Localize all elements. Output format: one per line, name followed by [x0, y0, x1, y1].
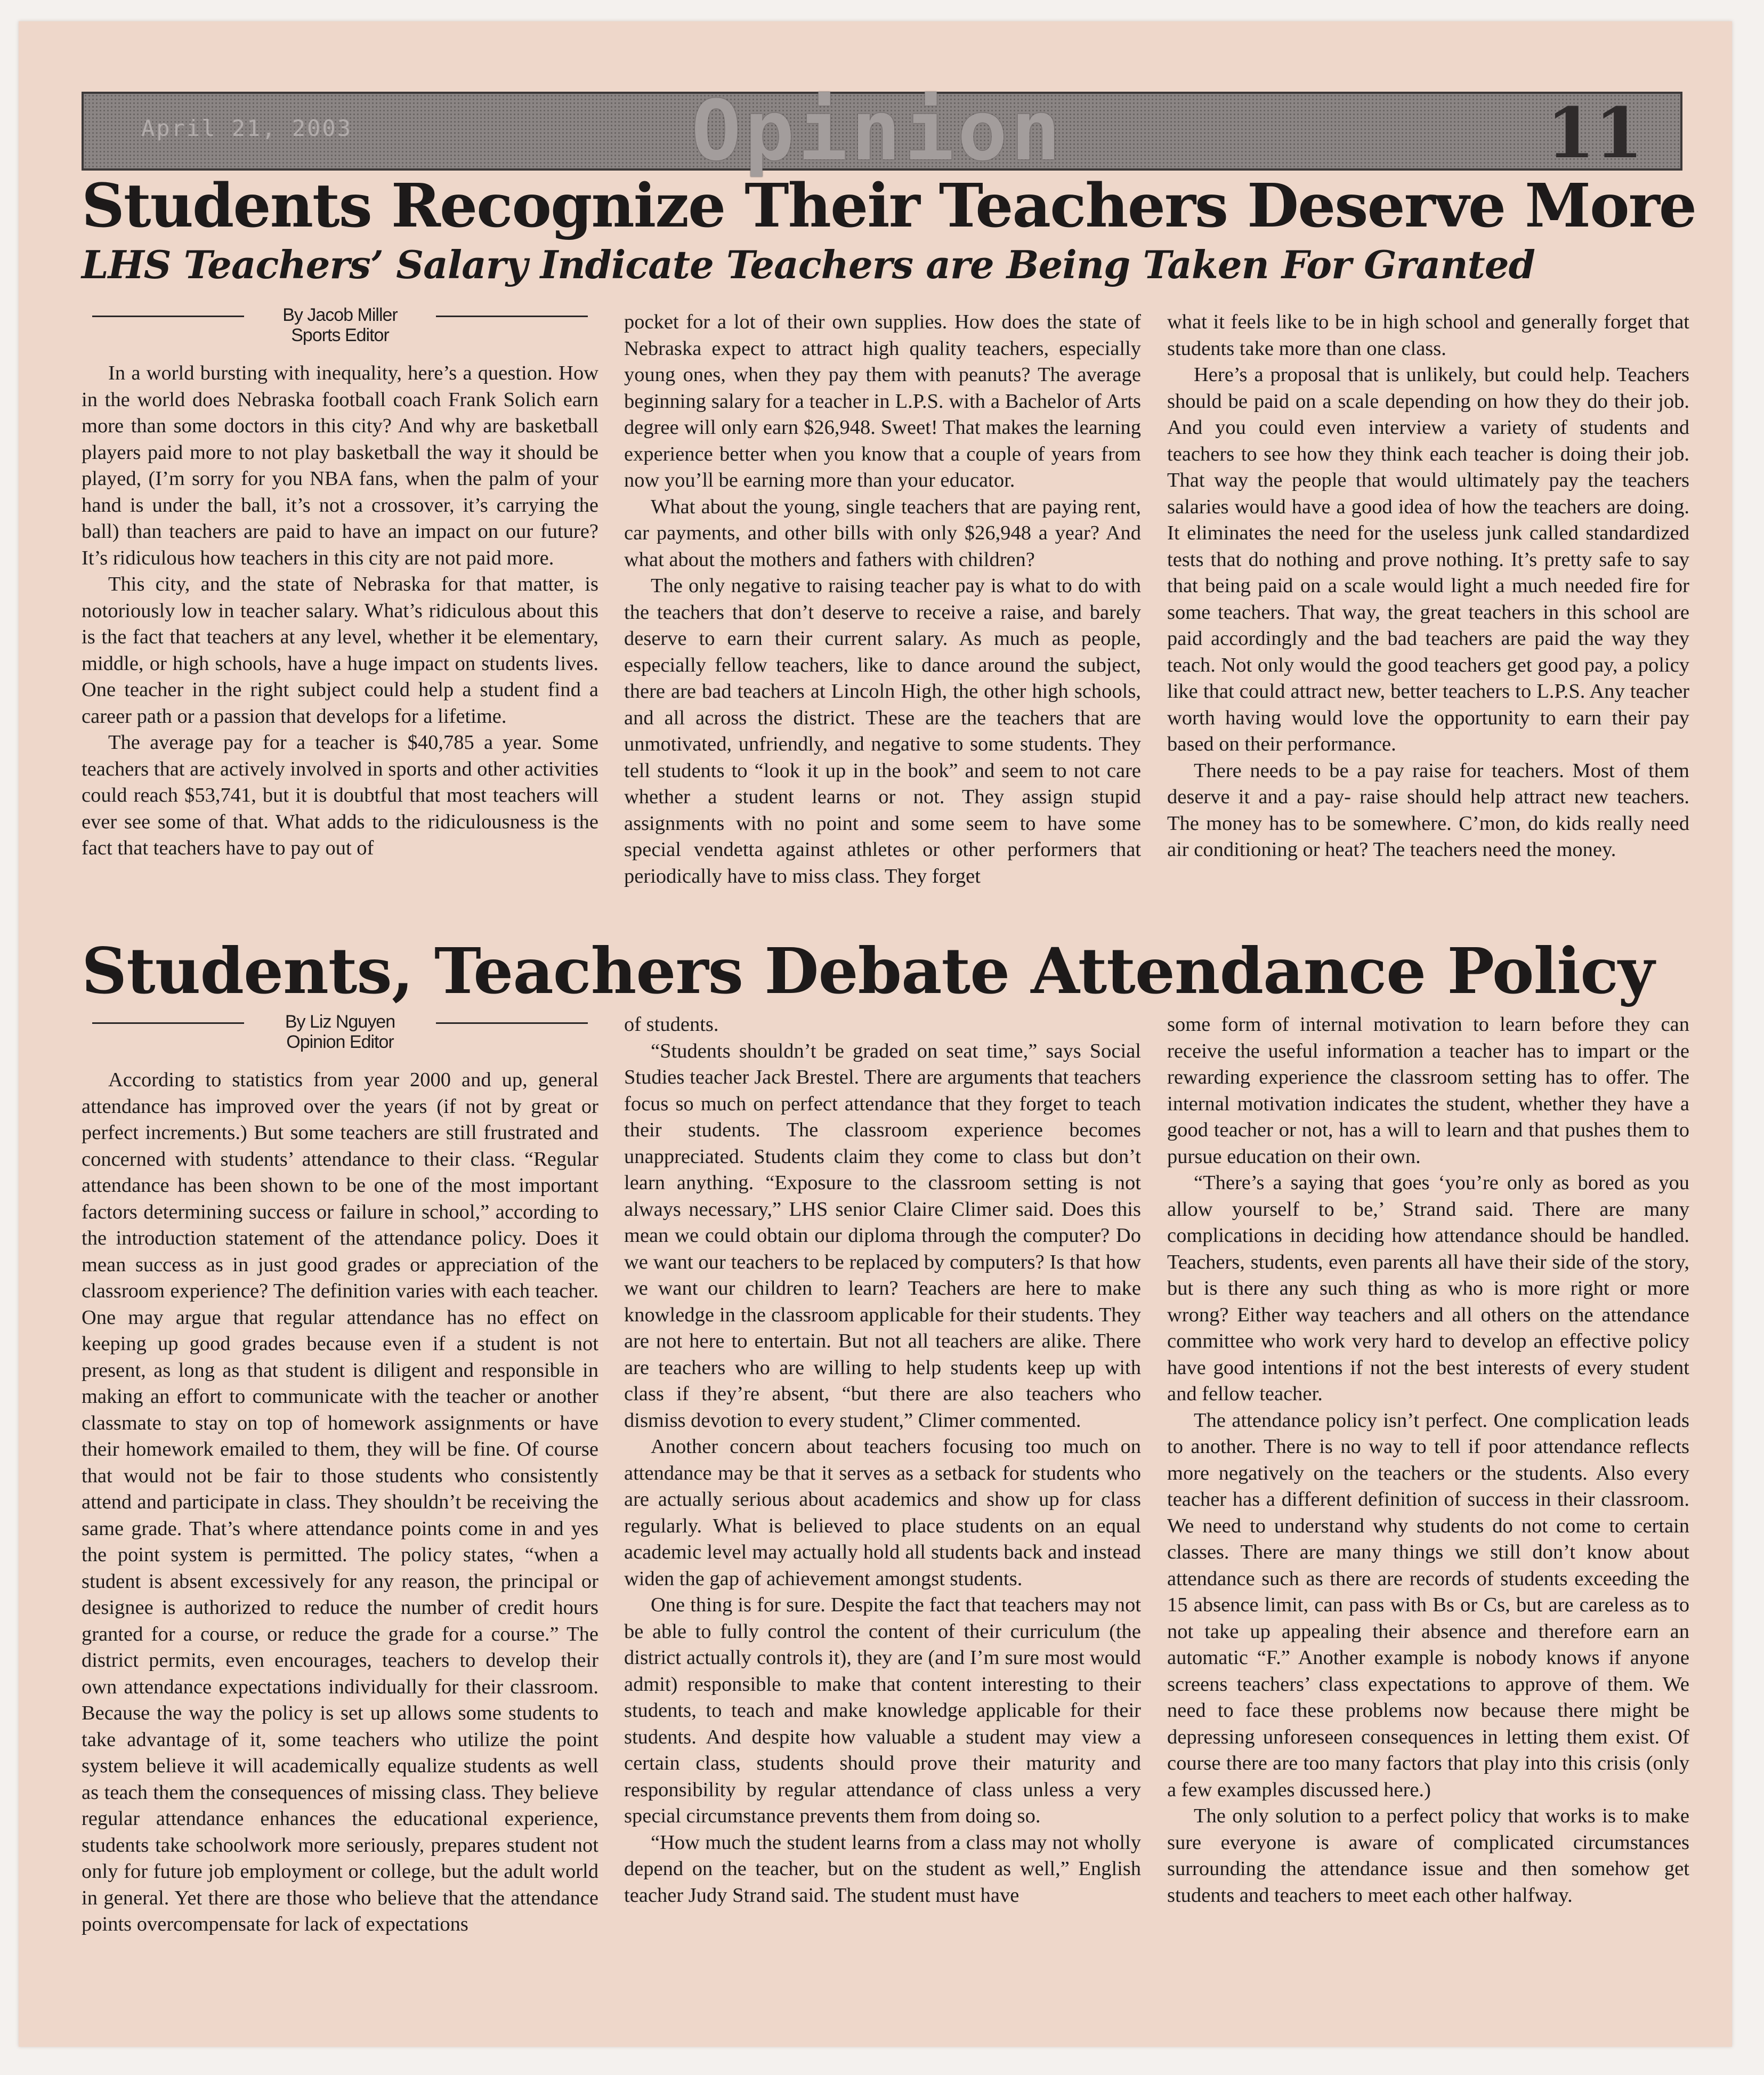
story2-column-1 [82, 1012, 598, 1938]
story2-column-3 [1167, 1012, 1689, 1909]
paragraph: In a world bursting with inequality, here’s a question. How in the world does Nebraska football coach Frank Solich earn more than some doctors in this city? And why are basketball players paid more to not play basketball the way it should be played, (I’m sorry for you NBA fans, when the palm of your hand is under the ball, it’s not a crossover, it’s carrying the ball) than teachers are paid to have an impact on our future? It’s ridiculous how teachers in this city are not paid more. [82, 362, 598, 569]
story1-author: By Jacob Miller [282, 305, 398, 325]
paragraph: The attendance policy isn’t perfect. One complication leads to another. There is no way to tell if poor attendance reflects more negatively on the teachers or the students. Also every teacher has a different definition of success in their classroom. We need to understand why students do not come to certain classes. There are many things we still don’t know about attendance such as there are records of students exceeding the 15 absence limit, can pass with Bs or Cs, but are careless as to not take up appealing their absence and therefore earn an automatic “F.” Another example is nobody knows if anyone screens teachers’ class expectations to approve of them. We need to face these problems now because there might be depressing unforeseen consequences in letting them exist. Of course there are too many factors that play into this crisis (only a few examples discussed here.) [1167, 1409, 1689, 1801]
paragraph: The only solution to a perfect policy that works is to make sure everyone is aware of complicated circumstances surrounding the attendance issue and then somehow get students and teachers to meet each other halfway. [1167, 1805, 1689, 1907]
paragraph: Here’s a proposal that is unlikely, but could help. Teachers should be paid on a scale depending on how they do their job. And you could even interview a variety of students and teachers to see how they think each teacher is doing their job. That way the people that would ultimately pay the teachers salaries would have a good idea of how the teachers are doing. It eliminates the need for the useless junk called standardized tests that do nothing and prove nothing. It’s pretty safe to say that being paid on a scale would light a much needed fire for some teachers. That way, the great teachers in this school are paid accordingly and the bad teachers are paid the way they teach. Not only would the good teachers get good pay, a policy like that could attract new, better teachers to L.P.S. Any teacher worth having would love the opportunity to earn their pay based on their performance. [1167, 364, 1689, 755]
section-banner [82, 82, 1682, 179]
paragraph: This city, and the state of Nebraska for that matter, is notoriously low in teacher salary. What’s ridiculous about this is the fact that teachers at any level, whether it be elementary, middle, or high schools, have a huge impact on students lives. One teacher in the right subject could help a student find a career path or a passion that develops for a lifetime. [82, 573, 598, 728]
story2-headline: Students, Teachers Debate Attendance Policy [82, 934, 1654, 1008]
paragraph: There needs to be a pay raise for teachers. Most of them deserve it and a pay- raise should help attract new teachers. The money has to be somewhere. C’mon, do kids really need air conditioning or heat? The teachers need the money. [1167, 759, 1689, 861]
story2-byline [82, 1012, 598, 1052]
story1-column-1 [82, 305, 598, 862]
paragraph: Another concern about teachers focusing too much on attendance may be that it serves as a setback for students who are actually serious about academics and show up for class regularly. What is believed to place students on an equal academic level may actually hold all students back and instead widen the gap of achievement amongst students. [624, 1435, 1141, 1590]
story1-column-2 [624, 309, 1141, 890]
byline-rule-left [92, 316, 244, 317]
paragraph: “Students shouldn’t be graded on seat time,” says Social Studies teacher Jack Brestel. There are arguments that teachers focus so much on perfect attendance that they forget to teach their students. The classroom experience becomes unappreciated. Students claim they come to class but don’t learn anything. “Exposure to the classroom setting is not always necessary,” LHS senior Claire Climer said. Does this mean we could obtain our diploma through the computer? Do we want our teachers to be replaced by computers? Is that how we want our children to learn? Teachers are here to make knowledge in the classroom applicable for their students. They are not here to entertain. But not all teachers are alike. There are teachers who are willing to help students keep up with class if they’re absent, “but there are also teachers who dismiss devotion to every student,” Climer commented. [624, 1039, 1141, 1432]
byline-rule-right [436, 316, 588, 317]
story1-column-3 [1167, 309, 1689, 863]
story2-author: By Liz Nguyen [285, 1012, 395, 1032]
byline-rule-right [436, 1022, 588, 1024]
story1-subhead: LHS Teachers’ Salary Indicate Teachers are Being Taken For Granted [82, 242, 1535, 287]
newspaper-page [19, 21, 1732, 2047]
byline-rule-left [92, 1022, 244, 1024]
story2-author-title: Opinion Editor [286, 1032, 394, 1052]
paragraph: The average pay for a teacher is $40,785 a year. Some teachers that are actively involved in sports and other activities could reach $53,741, but it is doubtful that most teachers will ever see some of that. What adds to the ridiculousness is the fact that teachers have to pay out of [82, 731, 598, 859]
paragraph: According to statistics from year 2000 and up, general attendance has improved over the years (if not by great or perfect increments.) But some teachers are still frustrated and concerned with students’ attendance to their class. “Regular attendance has been shown to be one of the most important factors determining success or failure in school,” according to the introduction statement of the attendance policy. Does it mean success as in just good grades or appreciation of the classroom experience? The definition varies with each teacher. One may argue that regular attendance has no effect on keeping up good grades because even if a student is not present, as long as that student is diligent and responsible in making an effort to communicate with the teacher or another classmate to stay on top of homework assignments or have their homework emailed to them, they will be fine. Of course that would not be fair to those students who consistently attend and participate in class. They shouldn’t be receiving the same grade. That’s where attendance points come in and yes the point system is permitted. The policy states, “when a student is absent excessively for any reason, the principal or designee is authorized to reduce the number of credit hours granted for a course, or reduce the grade for a course.” The district permits, even encourages, teachers to develop their own attendance expectations individually for their classroom. Because the way the policy is set up allows some students to take advantage of it, some teachers who utilize the point system believe it will academically equalize students as well as teach them the consequences of missing class. They believe regular attendance enhances the educational experience, students take schoolwork more seriously, prepares student not only for future job employment or college, but the adult world in general. Yet there are those who believe that the attendance points overcompensate for lack of expectations [82, 1069, 598, 1935]
paragraph: “How much the student learns from a class may not wholly depend on the teacher, but on the student as well,” English teacher Judy Strand said. The student must have [624, 1831, 1141, 1907]
issue-date: April 21, 2003 [141, 115, 353, 141]
paragraph: The only negative to raising teacher pay is what to do with the teachers that don’t deserve to receive a raise, and barely deserve to earn their current salary. As much as people, especially fellow teachers, like to dance around the subject, there are bad teachers at Lincoln High, the other high schools, and all across the district. These are the teachers that are unmotivated, unfriendly, and negative to some students. They tell students to “look it up in the book” and seem to not care whether a student learns or not. They assign stupid assignments with no point and some seem to have some special vendetta against athletes or other performers that periodically have to miss class. They forget [624, 575, 1141, 887]
paragraph: what it feels like to be in high school and generally forget that students take more than one class. [1167, 311, 1689, 360]
paragraph: of students. [624, 1013, 719, 1036]
paragraph: pocket for a lot of their own supplies. How does the state of Nebraska expect to attract high quality teachers, especially young ones, when they pay them with peanuts? The average beginning salary for a teacher in L.P.S. with a Bachelor of Arts degree will only earn $26,948. Sweet! That makes the learning experience better when you know that a couple of years from now you’ll be earning more than your educator. [624, 311, 1141, 491]
paragraph: One thing is for sure. Despite the fact that teachers may not be able to fully control the content of their curriculum (the district actually controls it), they are (and I’m sure most would admit) responsible to make that content interesting to their students, to teach and make knowledge applicable for their students. And despite how valuable a student may view a certain class, students should prove their maturity and responsibility by regular attendance of class unless a very special circumstance prevents them from doing so. [624, 1594, 1141, 1827]
paragraph: “There’s a saying that goes ‘you’re only as bored as you allow yourself to be,’ Strand said. There are many complications in deciding how attendance should be handled. Teachers, students, even parents all have their side of the story, but is there any such thing as who is more right or more wrong? Either way teachers and all others on the attendance committee who work very hard to develop an effective policy have good intentions if not the best interests of every student and fellow teacher. [1167, 1172, 1689, 1405]
story1-author-title: Sports Editor [291, 325, 389, 345]
paragraph: What about the young, single teachers that are paying rent, car payments, and other bills with only $26,948 a year? And what about the mothers and fathers with children? [624, 495, 1141, 571]
story2-column-2 [624, 1012, 1141, 1909]
story1-headline: Students Recognize Their Teachers Deserve More [82, 171, 1696, 241]
paragraph: some form of internal motivation to learn before they can receive the useful information a teacher has to impart or the rewarding experience the classroom setting has to offer. The internal motivation indicates the student, whether they have a good teacher or not, has a will to learn and that pushes them to pursue education on their own. [1167, 1013, 1689, 1168]
page-number: 11 [1547, 92, 1643, 174]
story1-byline [82, 305, 598, 345]
section-title: Opinion [691, 82, 1064, 179]
